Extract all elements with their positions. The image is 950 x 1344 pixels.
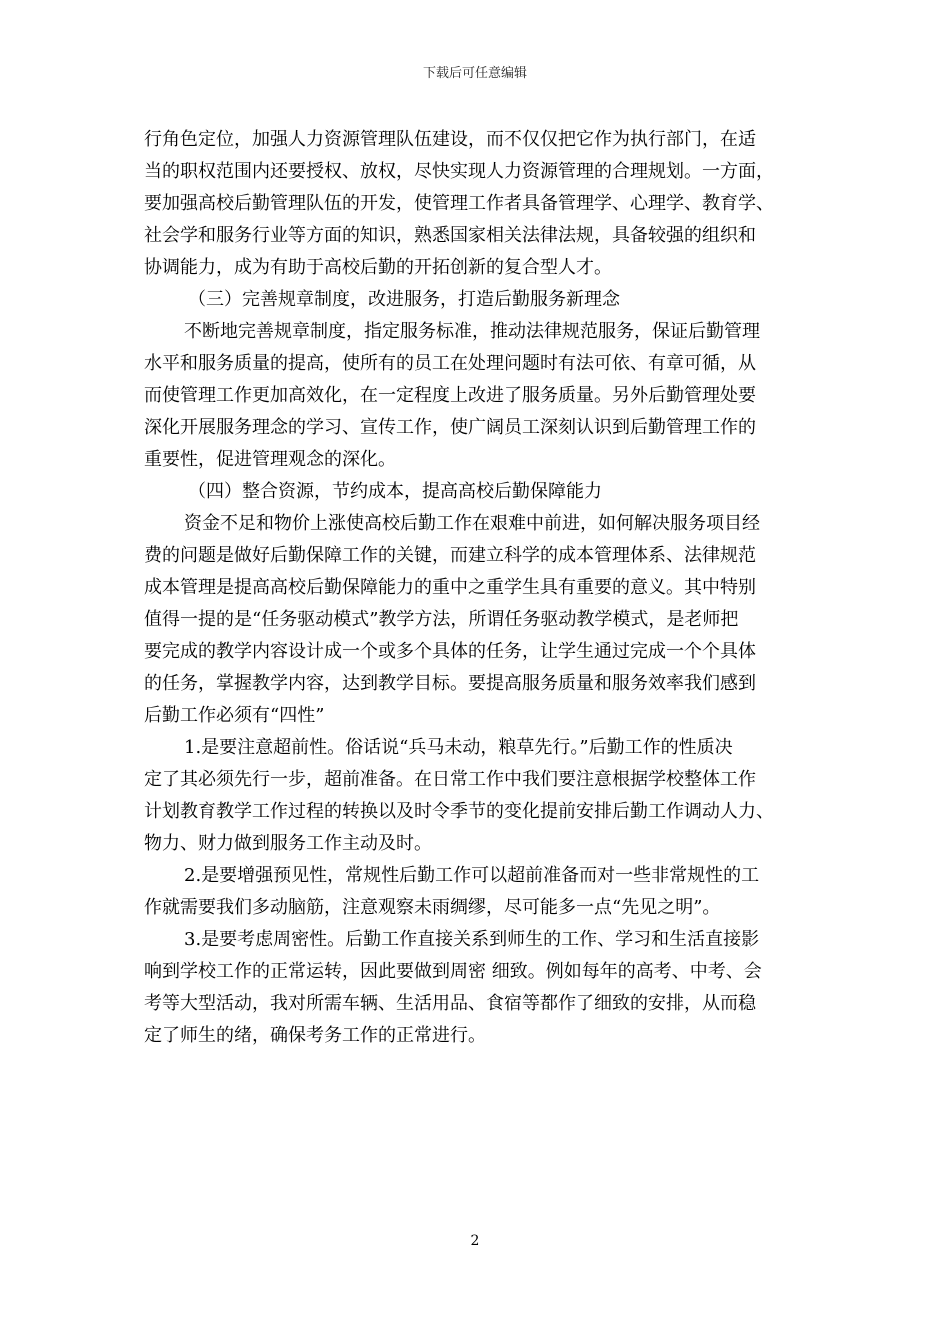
paragraph-line: 社会学和服务行业等方面的知识，熟悉国家相关法律法规，具备较强的组织和	[144, 225, 756, 246]
paragraph-line: 水平和服务质量的提高，使所有的员工在处理问题时有法可依、有章可循，从	[144, 353, 756, 374]
list-item-line: 3.是要考虑周密性。后勤工作直接关系到师生的工作、学习和生活直接影	[184, 929, 760, 950]
paragraph-line: 的任务，掌握教学内容，达到教学目标。要提高服务质量和服务效率我们感到	[144, 673, 756, 694]
paragraph-line: 资金不足和物价上涨使高校后勤工作在艰难中前进，如何解决服务项目经	[184, 513, 760, 534]
page-header: 下载后可任意编辑	[422, 66, 527, 81]
paragraph-line: 当的职权范围内还要授权、放权，尽快实现人力资源管理的合理规划。一方面，	[144, 161, 774, 182]
list-item-line: 2.是要增强预见性，常规性后勤工作可以超前准备而对一些非常规性的工	[184, 865, 760, 886]
paragraph-line: 要完成的教学内容设计成一个或多个具体的任务，让学生通过完成一个个具体	[144, 641, 756, 662]
paragraph-line: 成本管理是提高高校后勤保障能力的重中之重学生具有重要的意义。其中特别	[144, 577, 756, 598]
section-heading: （四）整合资源，节约成本，提高高校后勤保障能力	[188, 481, 602, 502]
paragraph-line: 考等大型活动，我对所需车辆、生活用品、食宿等都作了细致的安排，从而稳	[144, 993, 756, 1014]
paragraph-line: 作就需要我们多动脑筋，注意观察未雨绸缪，尽可能多一点“先见之明”。	[144, 897, 721, 918]
paragraph-line: 后勤工作必须有“四性”	[144, 705, 325, 726]
paragraph-line: 深化开展服务理念的学习、宣传工作，使广阔员工深刻认识到后勤管理工作的	[144, 417, 756, 438]
paragraph-line: 重要性，促进管理观念的深化。	[144, 449, 396, 470]
paragraph-line: 定了其必须先行一步，超前准备。在日常工作中我们要注意根据学校整体工作	[144, 769, 756, 790]
paragraph-line: 不断地完善规章制度，指定服务标准，推动法律规范服务，保证后勤管理	[184, 321, 760, 342]
list-item-line: 1.是要注意超前性。俗话说“兵马未动，粮草先行。”后勤工作的性质决	[184, 737, 733, 758]
paragraph-line: 值得一提的是“任务驱动模式”教学方法，所谓任务驱动教学模式，是老师把	[144, 609, 739, 630]
document-body	[144, 124, 816, 1052]
paragraph-line: 费的问题是做好后勤保障工作的关键，而建立科学的成本管理体系、法律规范	[144, 545, 756, 566]
section-heading: （三）完善规章制度，改进服务，打造后勤服务新理念	[188, 289, 620, 310]
paragraph-line: 定了师生的绪，确保考务工作的正常进行。	[144, 1025, 486, 1046]
paragraph-line: 响到学校工作的正常运转，因此要做到周密 细致。例如每年的高考、中考、会	[144, 961, 762, 982]
page-number: 2	[470, 1233, 480, 1249]
paragraph-line: 协调能力，成为有助于高校后勤的开拓创新的复合型人才。	[144, 257, 612, 278]
paragraph-line: 行角色定位，加强人力资源管理队伍建设，而不仅仅把它作为执行部门，在适	[144, 129, 756, 150]
paragraph-line: 物力、财力做到服务工作主动及时。	[144, 833, 432, 854]
paragraph-line: 而使管理工作更加高效化，在一定程度上改进了服务质量。另外后勤管理处要	[144, 385, 756, 406]
paragraph-line: 要加强高校后勤管理队伍的开发，使管理工作者具备管理学、心理学、教育学、	[144, 193, 774, 214]
paragraph-line: 计划教育教学工作过程的转换以及时令季节的变化提前安排后勤工作调动人力、	[144, 801, 774, 822]
